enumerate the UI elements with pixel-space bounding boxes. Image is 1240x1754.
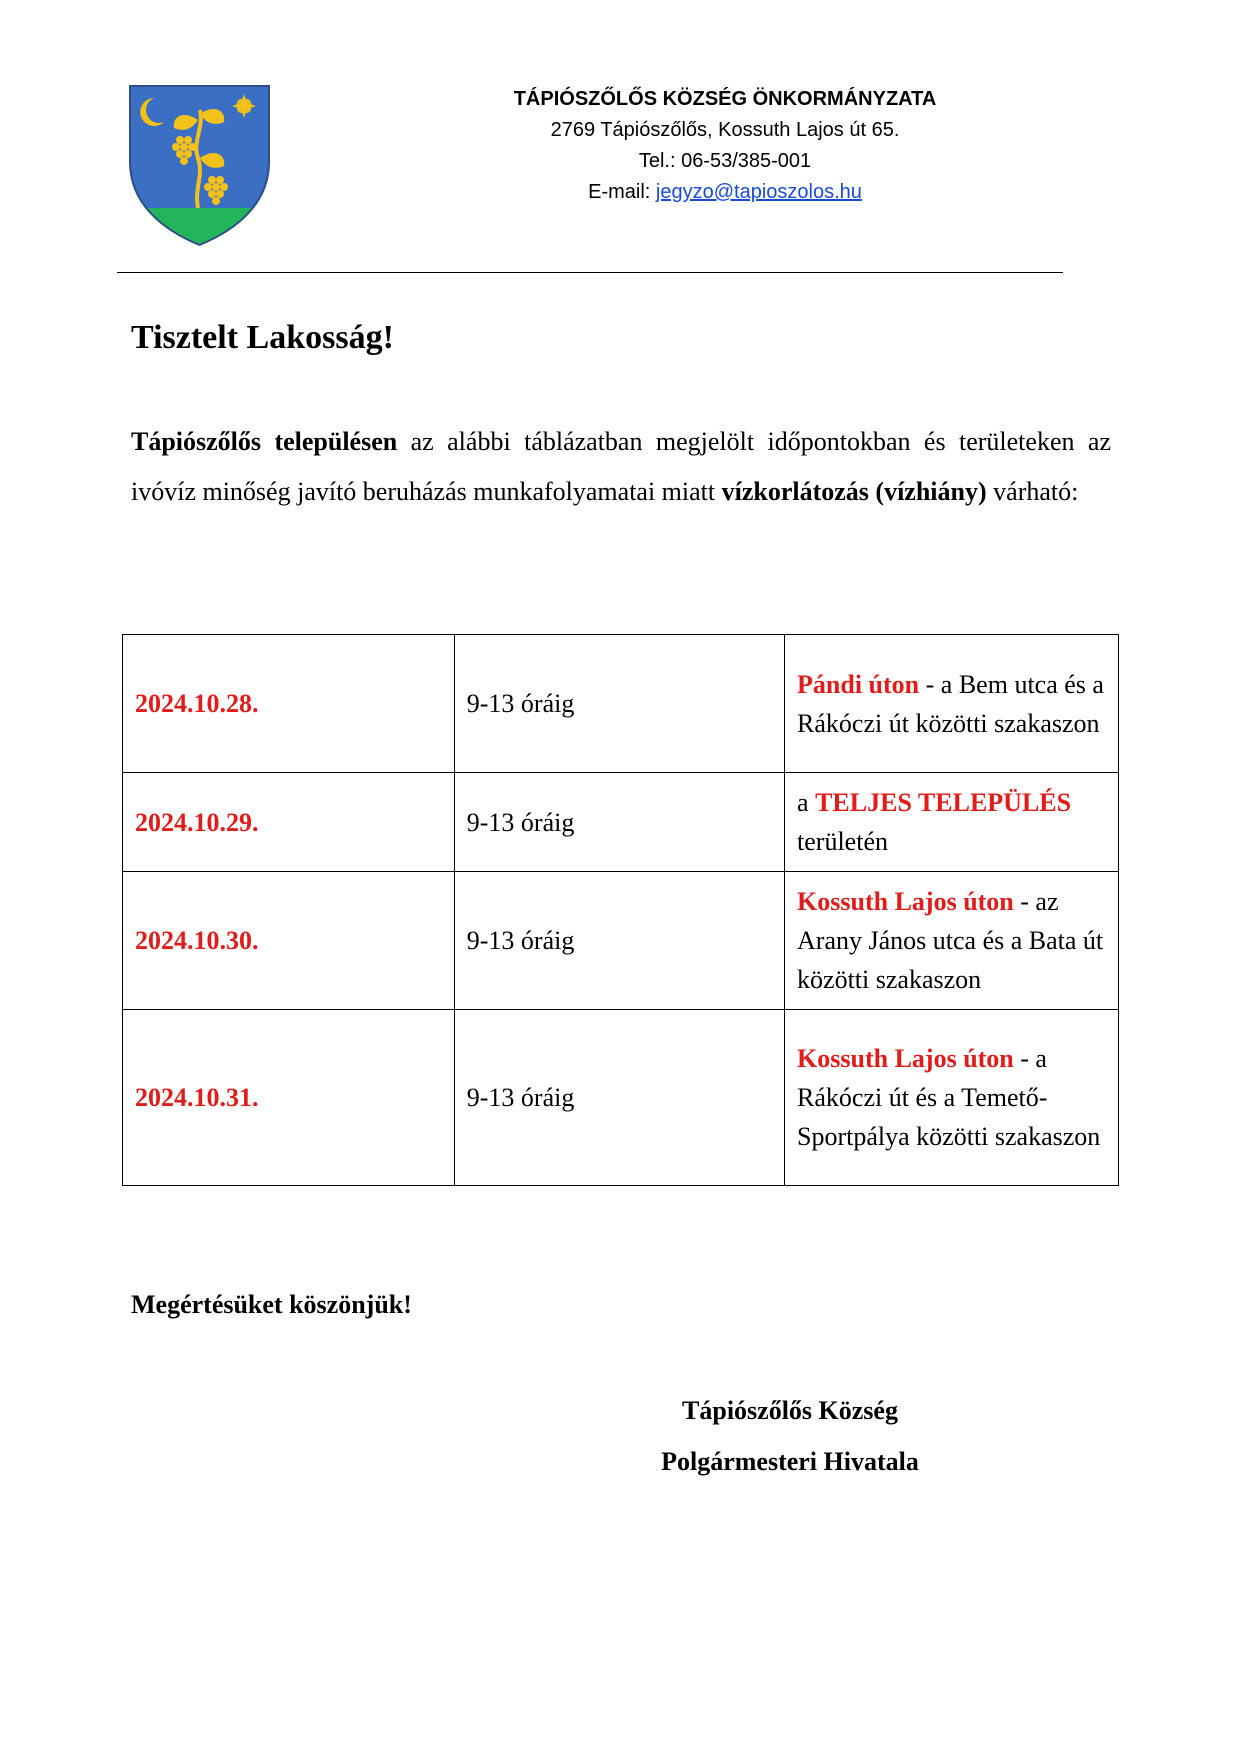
location-prefix: a [797, 788, 816, 817]
location-highlight: TELJES TELEPÜLÉS [815, 788, 1072, 817]
intro-text-1: az alábbi táblázatban megjelölt időpontokban és területeken az ivóvíz minőség javító beruházás munkafolyamatai miatt [131, 427, 1111, 506]
location-highlight: Kossuth Lajos úton [797, 887, 1014, 916]
location-detail: - a Bem utca és a Rákóczi út közötti szakaszon [797, 669, 1104, 738]
table-row [123, 773, 1119, 872]
location-highlight: Kossuth Lajos úton [797, 1044, 1014, 1073]
intro-paragraph [131, 417, 1111, 517]
date-cell [123, 773, 455, 872]
location-detail: - a Rákóczi út és a Temető-Sportpálya közötti szakaszon [797, 1044, 1101, 1151]
email-label: E-mail: [588, 181, 656, 203]
header-divider [117, 272, 1063, 273]
intro-restriction: vízkorlátozás (vízhiány) [721, 477, 987, 506]
coat-of-arms-icon [128, 84, 271, 247]
location-cell [785, 872, 1119, 1010]
date-text: 2024.10.30. [135, 926, 259, 955]
location-cell [785, 1010, 1119, 1186]
intro-place: Tápiószőlős településen [131, 427, 398, 456]
table-row [123, 872, 1119, 1010]
signature-block [620, 1385, 960, 1487]
location-detail: - az Arany János utca és a Bata út közötti szakaszon [797, 887, 1104, 994]
location-highlight: Pándi úton [797, 669, 920, 699]
table-row [123, 635, 1119, 773]
time-cell: 9-13 óráig [454, 773, 784, 872]
time-cell: 9-13 óráig [454, 635, 784, 773]
org-phone: Tel.: 06-53/385-001 [638, 150, 812, 172]
email-link[interactable]: jegyzo@tapioszolos.hu [655, 181, 862, 203]
location-cell [785, 773, 1119, 872]
org-address: 2769 Tápiószőlős, Kossuth Lajos út 65. [550, 119, 900, 141]
date-text: 2024.10.29. [135, 807, 259, 837]
signature-line-2: Polgármesteri Hivatala [661, 1447, 919, 1476]
time-cell: 9-13 óráig [454, 872, 784, 1010]
thanks-text: Megértésüket köszönjük! [131, 1290, 412, 1319]
schedule-table [122, 634, 1119, 1186]
location-detail: területén [797, 827, 888, 856]
date-text: 2024.10.31. [135, 1083, 259, 1112]
date-cell [123, 1010, 455, 1186]
time-cell: 9-13 óráig [454, 1010, 784, 1186]
table-row [123, 1010, 1119, 1186]
letterhead [470, 84, 980, 208]
signature-line-1: Tápiószőlős Község [682, 1396, 898, 1425]
date-cell [123, 635, 455, 773]
date-text: 2024.10.28. [135, 689, 259, 718]
greeting-heading: Tisztelt Lakosság! [131, 319, 394, 356]
date-cell [123, 872, 455, 1010]
location-cell [785, 635, 1119, 773]
org-name: TÁPIÓSZŐLŐS KÖZSÉG ÖNKORMÁNYZATA [513, 88, 937, 110]
intro-text-2: várható: [986, 477, 1079, 506]
org-email-line [470, 177, 980, 208]
